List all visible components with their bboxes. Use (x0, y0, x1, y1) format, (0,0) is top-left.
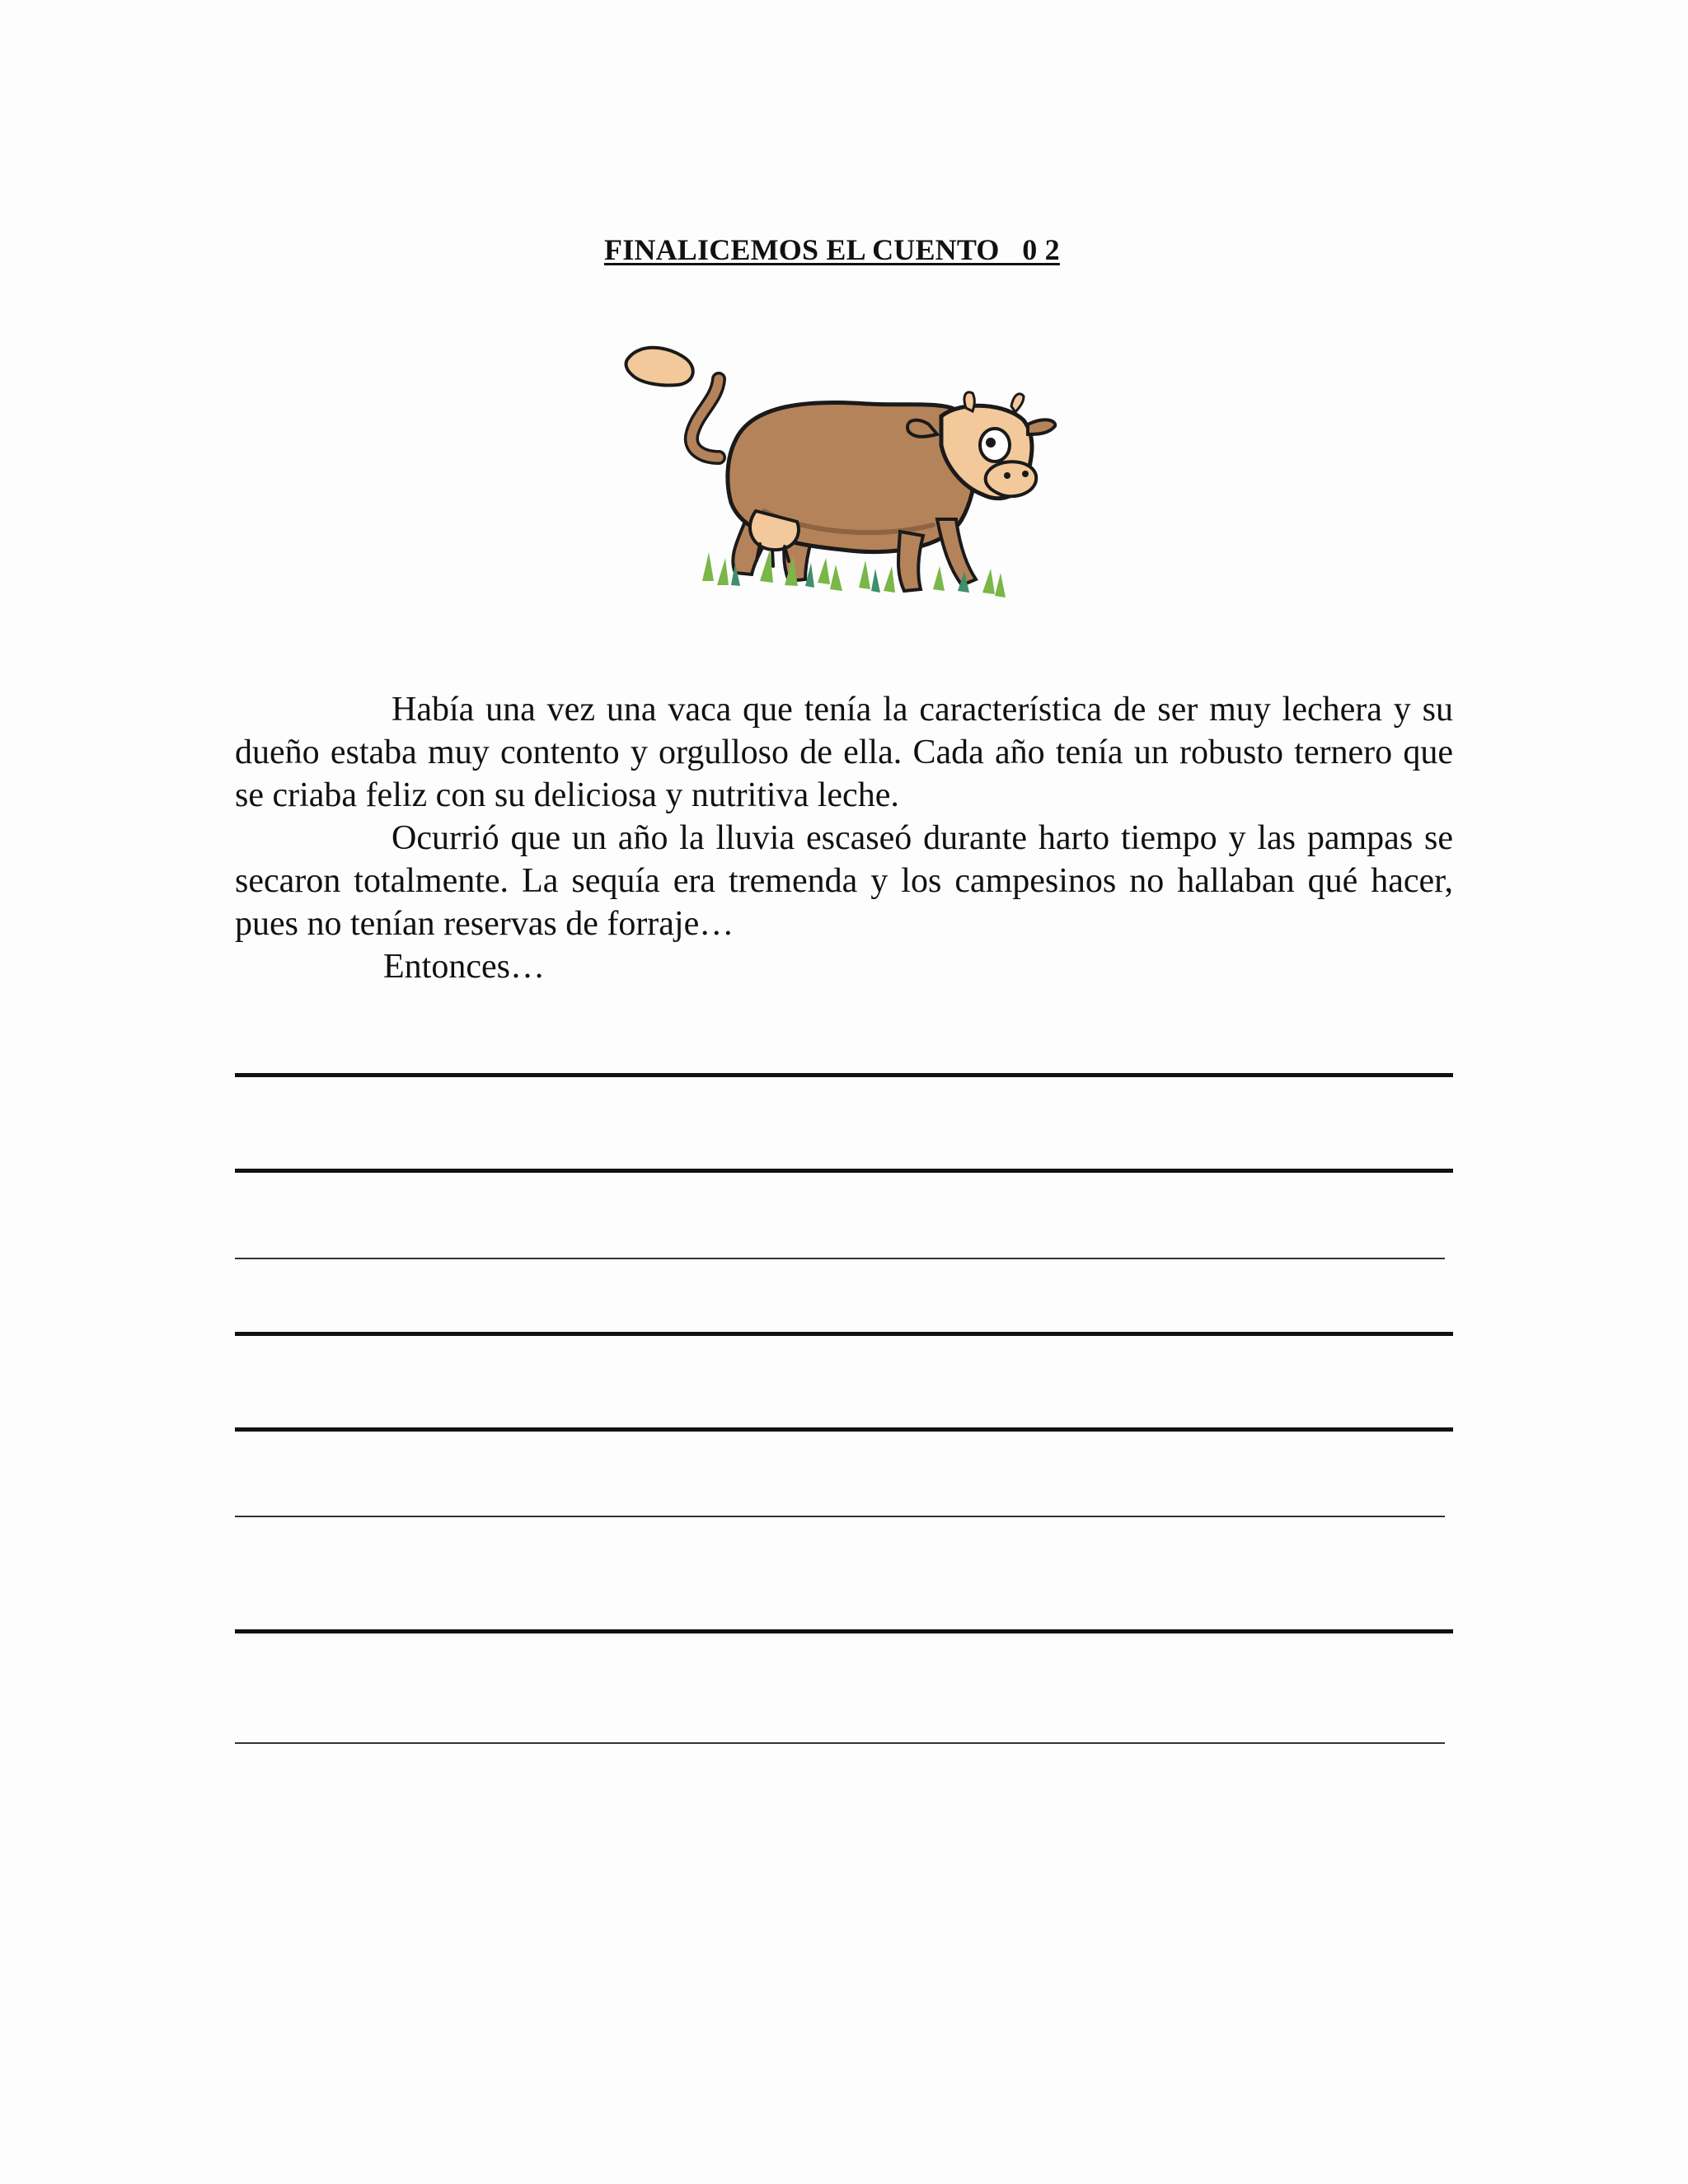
writing-line-2[interactable] (235, 1169, 1453, 1173)
writing-line-5[interactable] (235, 1427, 1453, 1432)
writing-line-4[interactable] (235, 1332, 1453, 1336)
story-paragraph-2: Ocurrió que un año la lluvia escaseó durante harto tiempo y las pampas se secaron totalmente. La sequía era tremenda y los campesinos no hallaban qué hacer, pues no tenían reservas de forraje… (235, 819, 1453, 943)
writing-line-6[interactable] (235, 1516, 1445, 1517)
writing-line-1[interactable] (235, 1073, 1453, 1077)
cow-illustration (620, 334, 1065, 626)
writing-line-7[interactable] (235, 1629, 1453, 1633)
writing-line-3[interactable] (235, 1258, 1445, 1259)
story-paragraph-1: Había una vez una vaca que tenía la característica de ser muy lechera y su dueño estaba muy contento y orgulloso de ella. Cada año tenía un robusto ternero que se criaba feliz con su deliciosa y nutritiva leche. (235, 691, 1453, 814)
worksheet-title: FINALICEMOS EL CUENTO 0 2 (604, 233, 1060, 266)
cow-icon (620, 334, 1065, 626)
story-text (235, 688, 1453, 988)
writing-line-8[interactable] (235, 1742, 1445, 1744)
story-paragraph-3: Entonces… (383, 948, 545, 986)
